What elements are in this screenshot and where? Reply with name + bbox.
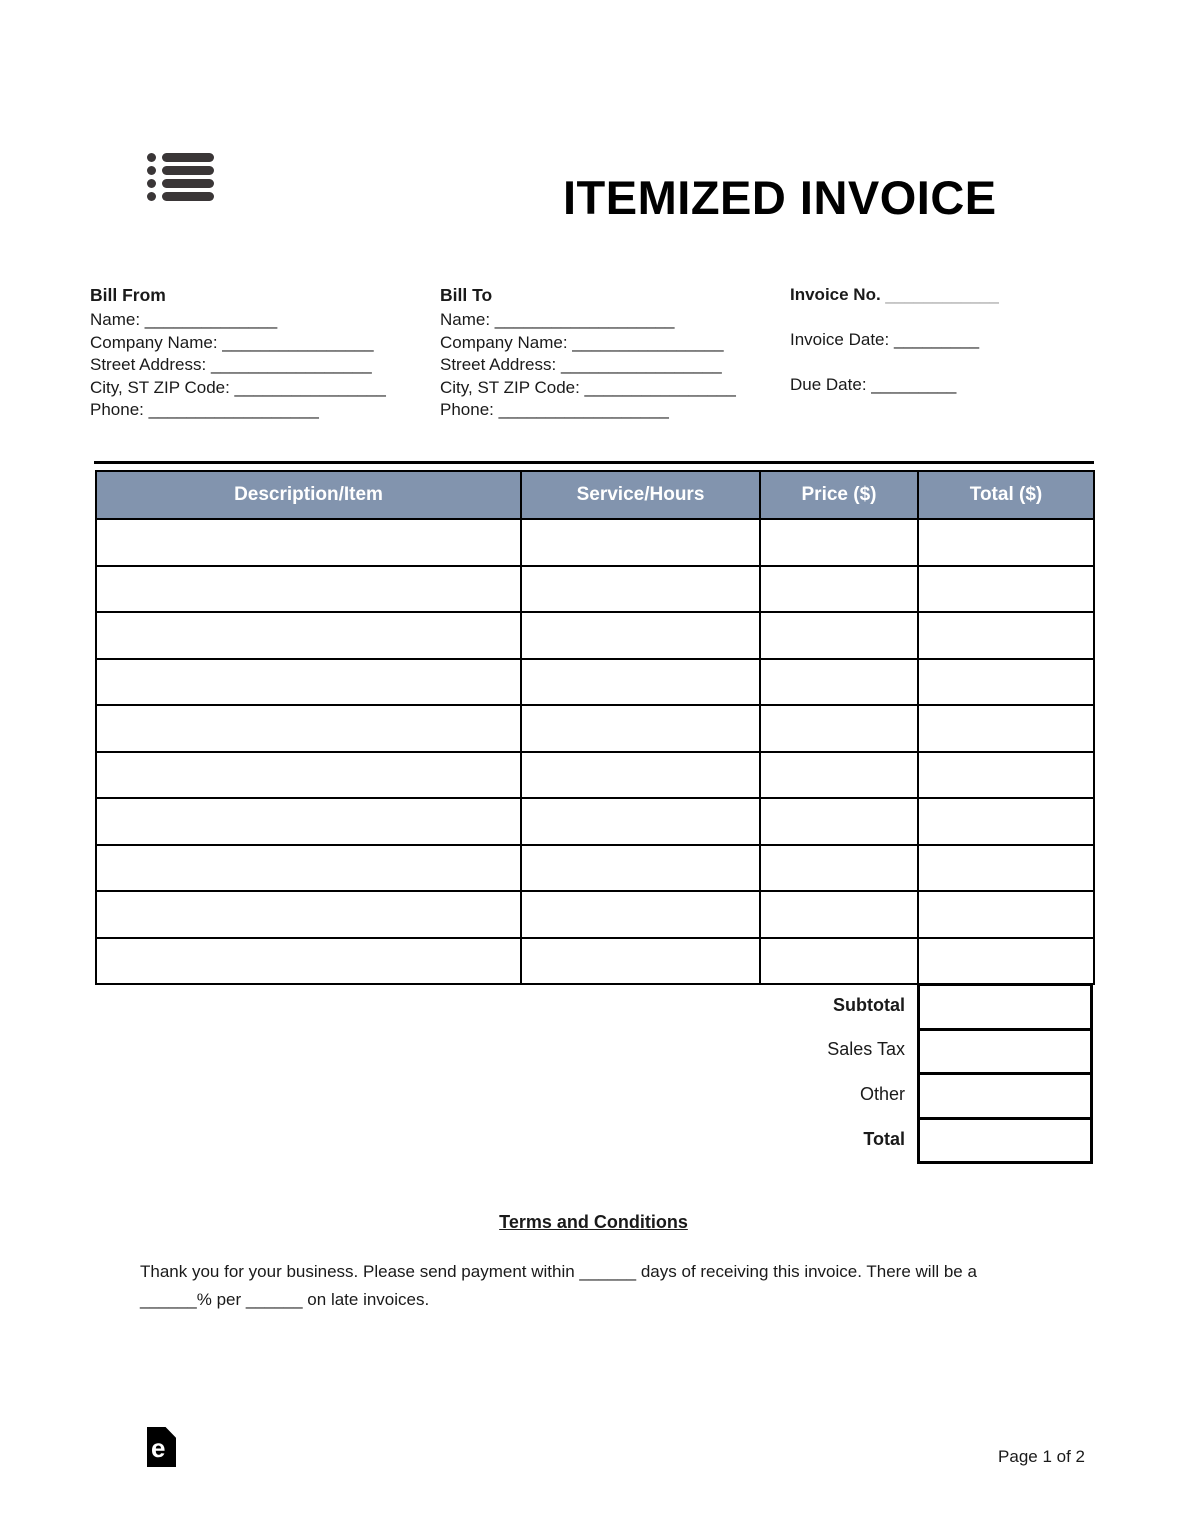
other-value-box [917,1072,1093,1120]
items-table [95,470,1095,985]
list-bullet-icon [147,179,156,188]
list-bullet-icon [147,166,156,175]
table-row [96,612,1094,659]
table-row [96,798,1094,845]
page-number: Page 1 of 2 [998,1447,1085,1466]
sales-tax-value-box [917,1028,1093,1076]
table-cell [760,891,918,938]
table-cell [918,659,1094,706]
bill-from-company-field: Company Name: ________________ [90,332,374,352]
table-cell [918,519,1094,566]
table-cell [918,891,1094,938]
table-top-rule [94,461,1094,464]
table-cell [760,659,918,706]
table-cell [918,938,1094,985]
table-cell [760,798,918,845]
logo-letter: e [151,1433,166,1463]
summary-labels [540,983,905,1161]
table-cell [521,519,760,566]
page-fold-icon [165,1429,175,1439]
table-cell [96,612,521,659]
invoice-meta-section [790,284,1100,396]
table-row [96,705,1094,752]
column-header-description-item: Description/Item [96,471,521,519]
list-line-icon [162,192,214,201]
bill-to-name-field: Name: ___________________ [440,310,675,330]
column-header-price: Price ($) [760,471,918,519]
bill-from-name-field: Name: ______________ [90,310,278,330]
table-row [96,659,1094,706]
table-cell [521,566,760,613]
items-table-header-row [96,471,1094,519]
table-cell [96,705,521,752]
table-cell [760,566,918,613]
eforms-logo [147,1427,176,1467]
bill-to-company-field: Company Name: ________________ [440,332,724,352]
terms-heading: Terms and Conditions [499,1212,688,1232]
bill-from-heading: Bill From [90,285,166,305]
table-cell [760,612,918,659]
table-cell [96,659,521,706]
table-row [96,519,1094,566]
bill-from-section [90,284,435,421]
table-cell [521,612,760,659]
table-cell [760,519,918,566]
bill-to-phone-field: Phone: __________________ [440,400,669,420]
table-cell [96,938,521,985]
bill-to-city-field: City, ST ZIP Code: ________________ [440,377,736,397]
invoice-number-label: Invoice No. [790,285,881,304]
list-icon [147,153,214,205]
table-row [96,566,1094,613]
table-cell [918,798,1094,845]
table-row [96,891,1094,938]
table-row [96,845,1094,892]
table-cell [918,612,1094,659]
table-cell [521,938,760,985]
terms-body-text: Thank you for your business. Please send payment within ______ days of receiving this invoice. There will be a ______% per ______ on late invoices. [140,1262,977,1309]
list-line-icon [162,166,214,175]
table-cell [96,798,521,845]
list-bullet-icon [147,153,156,162]
summary-boxes [917,983,1093,1164]
invoice-number-blank: ____________ [885,285,999,304]
due-date-field: Due Date: _________ [790,374,957,394]
page-title: ITEMIZED INVOICE [563,171,997,224]
table-cell [521,798,760,845]
other-label: Other [859,1083,905,1104]
table-cell [96,845,521,892]
table-cell [521,659,760,706]
table-cell [521,891,760,938]
table-cell [521,705,760,752]
column-header-service-hours: Service/Hours [521,471,760,519]
table-cell [521,845,760,892]
table-cell [96,566,521,613]
invoice-date-field: Invoice Date: _________ [790,329,980,349]
total-label: Total [863,1128,905,1149]
table-cell [96,891,521,938]
bill-to-street-field: Street Address: _________________ [440,355,722,375]
table-row [96,752,1094,799]
bill-to-heading: Bill To [440,285,493,305]
table-cell [521,752,760,799]
table-cell [96,519,521,566]
total-value-box [917,1117,1093,1165]
column-header-total: Total ($) [918,471,1094,519]
bill-from-street-field: Street Address: _________________ [90,355,372,375]
bill-to-section [440,284,785,421]
bill-from-city-field: City, ST ZIP Code: ________________ [90,377,386,397]
table-cell [918,705,1094,752]
invoice-number-field [790,284,1100,306]
table-cell [760,845,918,892]
list-bullet-icon [147,192,156,201]
subtotal-value-box [917,983,1093,1031]
table-row [96,938,1094,985]
table-cell [918,566,1094,613]
table-cell [760,938,918,985]
table-cell [918,752,1094,799]
sales-tax-label: Sales Tax [827,1039,905,1060]
bill-from-phone-field: Phone: __________________ [90,400,319,420]
table-cell [96,752,521,799]
subtotal-label: Subtotal [833,994,905,1015]
list-line-icon [162,153,214,162]
table-cell [760,752,918,799]
table-cell [760,705,918,752]
table-cell [918,845,1094,892]
list-line-icon [162,179,214,188]
